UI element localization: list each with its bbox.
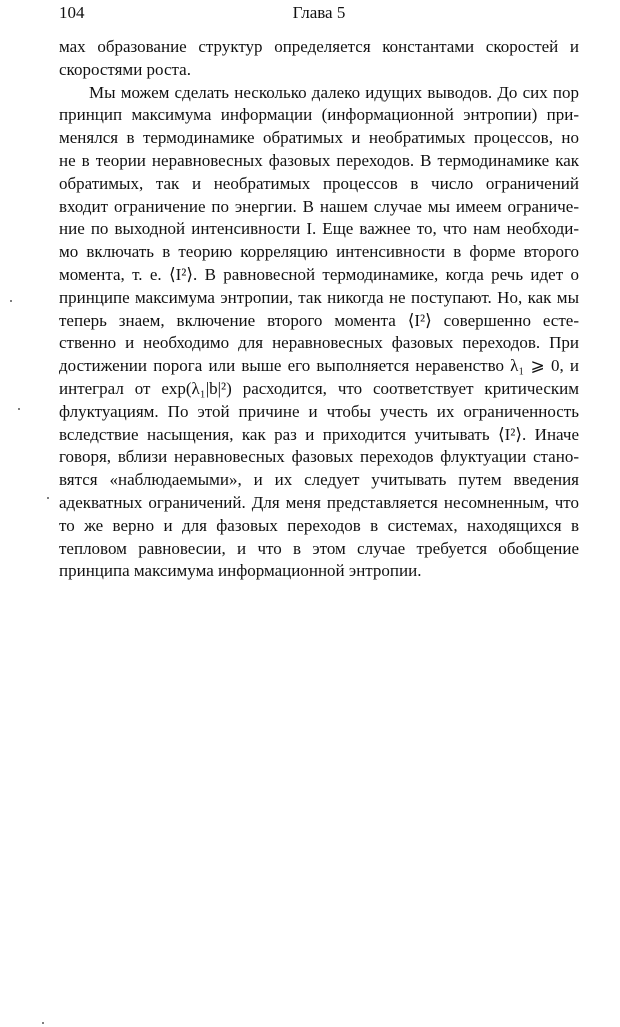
text-line: флуктуациям. По этой причине и чтобы учесть их ограниченность	[59, 401, 579, 421]
text-line: мах образование структур определяется константами скоростей и	[59, 37, 579, 56]
body-text	[59, 36, 579, 583]
text-line: адекватных ограничений. Для меня представляется несомненным, что	[59, 492, 579, 512]
text-line: момента, т. е. ⟨I²⟩. В равновесной термодинамике, когда речь идет о	[59, 264, 579, 284]
scan-speck	[18, 408, 20, 410]
text-line: ственно и необходимо для неравновесных фазовых переходов. При	[59, 333, 579, 353]
text-line: достижении порога или выше его выполняется неравенство λ₁ ⩾ 0, и	[59, 356, 579, 376]
text-line: вятся «наблюдаемыми», и их следует учитывать путем введения	[59, 470, 579, 490]
text-line: принципе максимума энтропии, так никогда не поступают. Но, как мы	[59, 287, 579, 307]
text-line: принцип максимума информации (информационной энтропии) при-	[59, 105, 579, 125]
text-line: интеграл от exp(λ₁|b|²) расходится, что соответствует критическим	[59, 378, 579, 398]
scan-speck	[42, 1022, 44, 1024]
text-line: Мы можем сделать несколько далеко идущих выводов. До сих пор	[89, 82, 579, 102]
text-line: теперь знаем, включение второго момента ⟨I²⟩ совершенно есте-	[59, 310, 579, 330]
text-line: мо включать в теорию корреляцию интенсивности в форме второго	[59, 242, 579, 262]
text-line: обратимых, так и необратимых процессов в число ограничений	[59, 173, 579, 193]
text-line: скоростями роста.	[59, 59, 191, 79]
text-line: менялся в термодинамике обратимых и необратимых процессов, но	[59, 128, 579, 148]
text-line: тепловом равновесии, и что в этом случае требуется обобщение	[59, 538, 579, 558]
chapter-title: Глава 5	[292, 3, 346, 22]
text-line: вследствие насыщения, как раз и приходится учитывать ⟨I²⟩. Иначе	[59, 424, 579, 444]
text-line: принципа максимума информационной энтропии.	[59, 561, 422, 581]
text-line: не в теории неравновесных фазовых переходов. В термодинамике как	[59, 150, 579, 170]
scan-speck	[47, 497, 49, 499]
text-line: ние по выходной интенсивности I. Еще важнее то, что нам необходи-	[59, 219, 579, 239]
scan-speck	[10, 300, 12, 302]
page-header	[59, 2, 579, 26]
text-line: входит ограничение по энергии. В нашем случае мы имеем ограниче-	[59, 196, 579, 216]
page-number: 104	[59, 3, 85, 22]
text-line: говоря, вблизи неравновесных фазовых переходов флуктуации стано-	[59, 447, 579, 467]
text-line: то же верно и для фазовых переходов в системах, находящихся в	[59, 515, 579, 535]
